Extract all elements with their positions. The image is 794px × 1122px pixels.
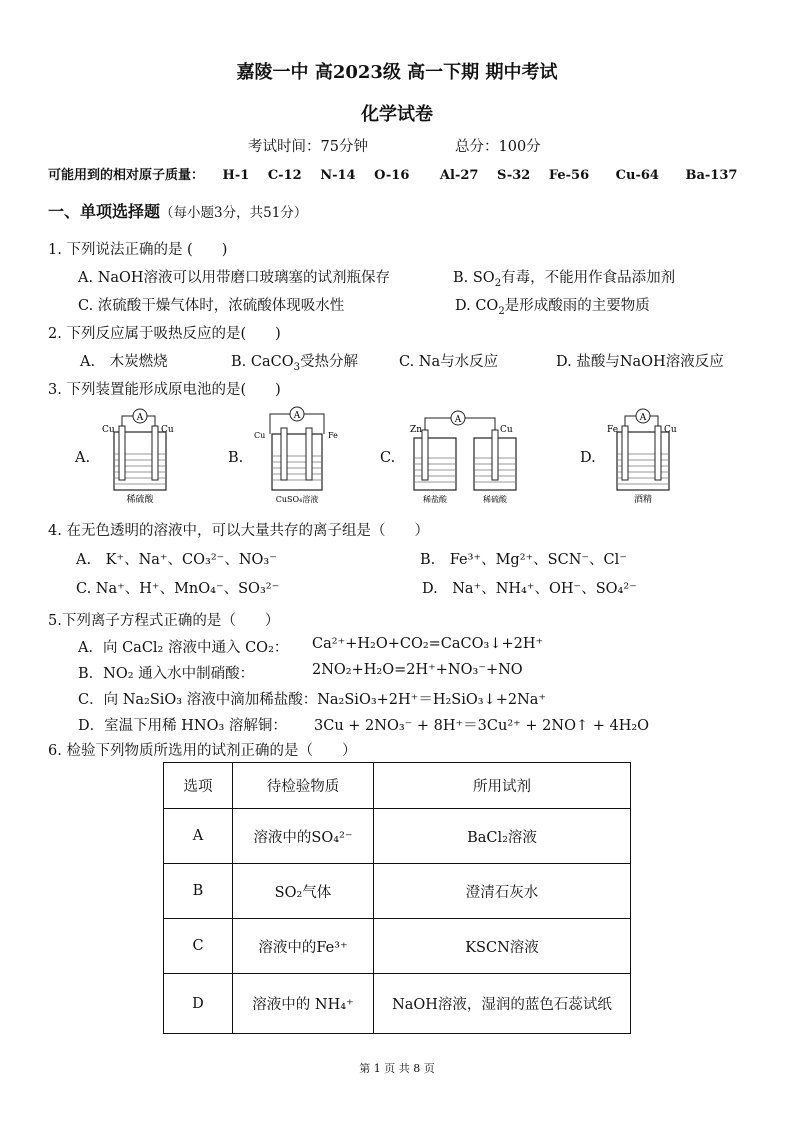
q2-b-sub: 3 [293,361,301,373]
electrode-right-label: Cu [664,425,677,435]
section-note: （每小题3分，共51分） [160,205,308,221]
q2-option-d: D. 盐酸与NaOH溶液反应 [556,354,724,370]
q2-b-pre: B. CaCO [231,354,294,370]
q3-option-a: A. [75,450,91,466]
section-title: 一、单项选择题 [48,202,161,221]
q1-option-b [453,266,675,287]
q1-b-pre: B. SO [453,270,495,286]
ammeter-label: A [293,411,301,421]
exam-subtitle: 化学试卷 [361,104,433,125]
solution-label: 稀硫酸 [126,495,154,504]
electrode-right-label: Cu [161,425,174,435]
table-cell: BaCl₂溶液 [374,809,631,864]
table-cell: C [164,919,233,974]
q5-option-d-equation: 3Cu + 2NO₃⁻ + 8H⁺＝3Cu²⁺ + 2NO↑ + 4H₂O [314,718,650,734]
q6-table [163,762,631,1034]
exam-score: 总分：100分 [455,139,541,155]
mass-item: O-16 [374,168,410,183]
ammeter-label: A [639,413,647,423]
cell-diagram-b [252,404,342,504]
table-cell: A [164,809,233,864]
atomic-masses [48,164,751,183]
table-cell: SO₂气体 [233,864,374,919]
q2-stem: 2. 下列反应属于吸热反应的是( ) [48,326,281,342]
mass-item: N-14 [320,168,356,183]
q5-option-a-equation: Ca²⁺+H₂O+CO₂=CaCO₃↓+2H⁺ [312,636,544,652]
cell-diagram-d [603,404,683,504]
electrode-right-label: Cu [500,425,513,435]
table-row [164,809,631,864]
electrode-left-label: Cu [102,425,115,435]
mass-item: Cu-64 [615,168,659,183]
page-footer: 第 1 页 共 8 页 [359,1062,435,1075]
table-cell: NaOH溶液，湿润的蓝色石蕊试纸 [374,974,631,1034]
table-cell: 溶液中的Fe³⁺ [233,919,374,974]
q1-stem: 1. 下列说法正确的是 ( ) [48,242,228,258]
mass-item: Al-27 [439,168,479,183]
electrode-left-label: Zn [410,425,423,435]
q2-option-a: A. 木炭燃烧 [80,354,168,370]
q4-option-a: A. K⁺、Na⁺、CO₃²⁻、NO₃⁻ [76,552,277,568]
q6-stem: 6. 检验下列物质所选用的试剂正确的是（ ） [48,743,357,759]
q1-d-pre: D. CO [455,298,499,314]
electrode-left-label: Cu [254,431,266,440]
section-heading [48,199,307,222]
q3-option-d: D. [580,450,596,466]
mass-item: Ba-137 [685,168,738,183]
table-cell: B [164,864,233,919]
q3-option-b: B. [228,450,244,466]
solution-label: CuSO₄溶液 [275,495,319,504]
q4-stem: 4. 在无色透明的溶液中，可以大量共存的离子组是（ ） [48,523,429,539]
table-header: 选项 [164,763,233,809]
table-cell: D [164,974,233,1034]
mass-item: Fe-56 [548,168,590,183]
q5-stem: 5.下列离子方程式正确的是（ ） [48,613,280,629]
q2-option-c: C. Na与水反应 [399,354,499,370]
ammeter-label: A [136,413,144,423]
table-cell: 溶液中的SO₄²⁻ [233,809,374,864]
exam-title: 嘉陵一中 高2023级 高一下期 期中考试 [236,62,558,83]
q1-option-a: A. NaOH溶液可以用带磨口玻璃塞的试剂瓶保存 [78,270,391,286]
q5-option-a-text: A．向 CaCl₂ 溶液中通入 CO₂： [78,640,289,656]
mass-item: C-12 [267,168,302,183]
q4-option-d: D. Na⁺、NH₄⁺、OH⁻、SO₄²⁻ [422,581,637,597]
q2-b-post: 受热分解 [300,354,359,370]
q3-option-c: C. [380,450,396,466]
q4-option-c: C. Na⁺、H⁺、MnO₄⁻、SO₃²⁻ [76,581,280,597]
table-header: 待检验物质 [233,763,374,809]
table-header: 所用试剂 [374,763,631,809]
q1-option-d [455,294,650,315]
electrode-right-label: Fe [328,431,338,440]
ammeter-label: A [454,415,462,425]
table-row [164,974,631,1034]
solution-label-right: 稀硫酸 [483,495,507,504]
electrode-left-label: Fe [607,425,619,435]
mass-item: S-32 [496,168,531,183]
q1-d-post: 是形成酸雨的主要物质 [504,298,650,314]
q4-option-b: B. Fe³⁺、Mg²⁺、SCN⁻、Cl⁻ [420,552,627,568]
q1-d-sub: 2 [498,305,505,317]
mass-item: H-1 [222,168,250,183]
table-row [164,864,631,919]
table-header-row [164,763,631,809]
solution-label: 酒精 [633,495,653,504]
q1-b-post: 有毒，不能用作食品添加剂 [501,270,676,286]
table-cell: 溶液中的 NH₄⁺ [233,974,374,1034]
q5-option-c: C．向 Na₂SiO₃ 溶液中滴加稀盐酸：Na₂SiO₃+2H⁺＝H₂SiO₃↓+2Na⁺ [78,692,547,708]
cell-diagram-c [406,404,526,504]
q2-option-b [231,350,358,371]
q1-option-c: C. 浓硫酸干燥气体时，浓硫酸体现吸水性 [78,298,345,314]
table-cell: KSCN溶液 [374,919,631,974]
cell-diagram-a [100,404,180,504]
exam-time: 考试时间：75分钟 [248,139,368,155]
q5-option-d-text: D．室温下用稀 HNO₃ 溶解铜： [78,718,287,734]
table-row [164,919,631,974]
table-cell: 澄清石灰水 [374,864,631,919]
q5-option-b-text: B．NO₂ 通入水中制硝酸： [78,666,255,682]
masses-label: 可能用到的相对原子质量： [48,168,205,183]
solution-label-left: 稀盐酸 [423,495,447,504]
q3-stem: 3. 下列装置能形成原电池的是( ) [48,382,281,398]
q5-option-b-equation: 2NO₂+H₂O=2H⁺+NO₃⁻+NO [312,662,523,678]
q1-b-sub: 2 [494,277,502,289]
